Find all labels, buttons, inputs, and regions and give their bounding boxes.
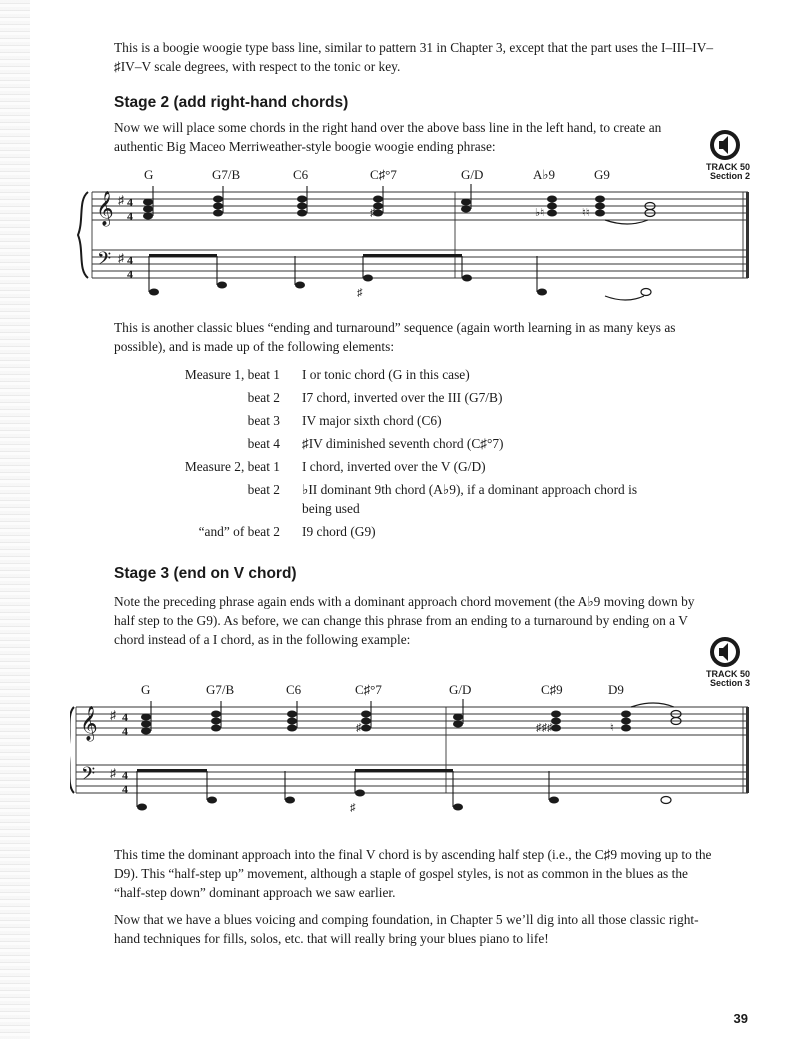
chord-symbol: G7/B [206, 682, 235, 697]
svg-text:4: 4 [127, 195, 133, 209]
element-label: beat 2 [247, 482, 280, 497]
svg-text:𝄞: 𝄞 [96, 191, 114, 226]
audio-cd-icon [708, 635, 742, 669]
chord-symbol: G/D [461, 167, 484, 182]
middle-paragraph: This is another classic blues “ending and turnaround” sequence (again worth learning in as many keys as possible), and is made up of the following elements: [114, 320, 676, 354]
element-desc: I9 chord (G9) [302, 524, 376, 539]
svg-text:♯: ♯ [118, 251, 124, 265]
svg-text:4: 4 [122, 724, 128, 738]
chord-symbol: G/D [449, 682, 472, 697]
elements-table [80, 365, 720, 545]
svg-text:𝄢: 𝄢 [97, 249, 112, 274]
intro-paragraph: This is a boogie woogie type bass line, similar to pattern 31 in Chapter 3, except that the part uses the I–III–IV–♯IV–V scale degrees, with respect to the tonic or key. [114, 40, 714, 74]
svg-text:4: 4 [127, 209, 133, 223]
stage3-heading: Stage 3 (end on V chord) [114, 565, 297, 582]
scanned-edge [0, 0, 30, 1039]
element-label: beat 3 [247, 413, 280, 428]
svg-text:♯: ♯ [356, 722, 362, 734]
after-paragraph: This time the dominant approach into the final V chord is by ascending half step (i.e., the C♯9 moving up to the D9). This “half-step up” movement, although a staple of gospel styles, is not as common in the blues as the “half-step down” dominant approach we saw earlier. [114, 847, 712, 900]
svg-text:♮♮: ♮♮ [582, 207, 590, 219]
svg-text:♯: ♯ [357, 287, 363, 299]
chord-symbol: C6 [286, 682, 302, 697]
element-label: beat 4 [247, 436, 280, 451]
svg-text:♯: ♯ [350, 802, 356, 814]
svg-text:4: 4 [127, 267, 133, 281]
svg-text:♯: ♯ [370, 207, 376, 219]
chord-symbol: C6 [293, 167, 309, 182]
svg-text:4: 4 [122, 782, 128, 796]
svg-text:♯♯♯: ♯♯♯ [536, 722, 553, 734]
stage3-section: Section 3 [709, 678, 750, 688]
chord-symbol: G9 [594, 167, 610, 182]
element-label: beat 2 [247, 390, 280, 405]
svg-text:𝄢: 𝄢 [81, 764, 96, 789]
chord-symbol: C♯°7 [355, 682, 382, 697]
element-desc: IV major sixth chord (C6) [302, 413, 442, 428]
stage3-track: TRACK 50 [705, 669, 750, 679]
svg-text:♭♮: ♭♮ [535, 207, 545, 219]
element-desc: I chord, inverted over the V (G/D) [302, 459, 486, 474]
svg-text:♯: ♯ [118, 193, 124, 207]
element-label: “and” of beat 2 [198, 524, 280, 539]
audio-cd-icon [708, 128, 742, 162]
stage2-paragraph: Now we will place some chords in the right hand over the above bass line in the left hand, to create an authentic Big Maceo Merriweather-style boogie woogie ending phrase: [114, 120, 662, 154]
svg-text:♮: ♮ [610, 722, 614, 734]
element-label: Measure 2, beat 1 [184, 459, 280, 474]
chord-symbol: G [141, 682, 151, 697]
svg-text:4: 4 [122, 710, 128, 724]
stage3-notation [70, 695, 760, 825]
chord-symbol: C♯9 [541, 682, 563, 697]
stage2-notation [70, 180, 760, 310]
closing-paragraph: Now that we have a blues voicing and comping foundation, in Chapter 5 we’ll dig into all those classic right-hand techniques for fills, solos, etc. that will really bring your blues piano to life! [114, 912, 699, 946]
svg-text:♯: ♯ [110, 766, 116, 780]
svg-text:4: 4 [122, 768, 128, 782]
svg-text:𝄞: 𝄞 [80, 706, 98, 741]
stage3-paragraph: Note the preceding phrase again ends with a dominant approach chord movement (the A♭9 moving down by half step to the G9). As before, we can change this phrase from an ending to a turnaround by ending on a V chord instead of a I chord, as in the following example: [114, 594, 695, 647]
element-label: Measure 1, beat 1 [184, 367, 280, 382]
element-desc: ♭II dominant 9th chord (A♭9), if a dominant approach chord is being used [302, 482, 638, 516]
svg-text:4: 4 [127, 253, 133, 267]
element-desc: I or tonic chord (G in this case) [302, 367, 470, 382]
stage2-heading: Stage 2 (add right-hand chords) [114, 94, 349, 111]
stage2-section: Section 2 [709, 171, 750, 181]
stage2-track: TRACK 50 [705, 162, 750, 172]
chord-symbol: G7/B [212, 167, 241, 182]
element-desc: ♯IV diminished seventh chord (C♯°7) [302, 436, 504, 451]
chord-symbol: C♯°7 [370, 167, 397, 182]
chord-symbol: G [144, 167, 154, 182]
chord-symbol: D9 [608, 682, 624, 697]
svg-text:♯: ♯ [110, 708, 116, 722]
page-number: 39 [733, 1011, 748, 1026]
element-desc: I7 chord, inverted over the III (G7/B) [302, 390, 503, 405]
chord-symbol: A♭9 [533, 167, 556, 182]
